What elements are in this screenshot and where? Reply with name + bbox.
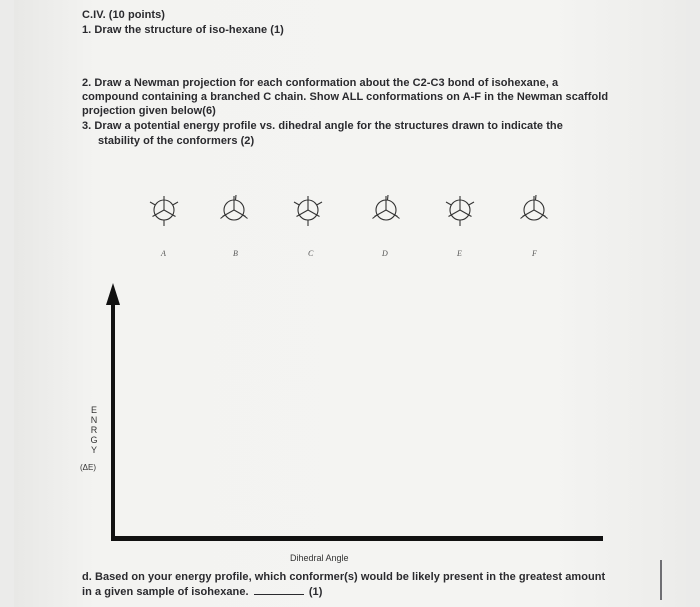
question-2-line-3: projection given below(6) (82, 105, 216, 117)
y-axis-letter: R (90, 425, 98, 435)
question-3-line-2: stability of the conformers (2) (98, 135, 255, 147)
y-axis-line (111, 300, 115, 540)
y-axis-letter: Y (90, 445, 97, 455)
conformer-label-b: B (233, 249, 238, 258)
x-axis-line (111, 536, 603, 541)
conformer-label-c: C (308, 249, 314, 258)
question-2-line-2: compound containing a branched C chain. Show ALL conformations on A-F in the Newman scaffold (82, 91, 609, 103)
y-axis-letter: N (90, 415, 98, 425)
question-d-line-2 (82, 585, 322, 599)
conformer-label-a: A (161, 249, 166, 258)
y-axis-letter: E (90, 405, 97, 415)
conformer-label-f: F (532, 249, 537, 258)
y-axis-letter: G (90, 435, 98, 445)
section-title: C.IV. (10 points) (82, 9, 165, 21)
question-3-line-1: 3. Draw a potential energy profile vs. dihedral angle for the structures drawn to indicate the (82, 120, 563, 132)
page-edge-mark (660, 560, 662, 600)
question-d-line-1: d. Based on your energy profile, which conformer(s) would be likely present in the greatest amount (82, 571, 606, 583)
question-d-points: (1) (308, 586, 323, 598)
conformer-label-d: D (382, 249, 388, 258)
answer-blank[interactable] (254, 585, 304, 595)
y-axis-label (89, 405, 99, 455)
question-d-text: in a given sample of isohexane. (82, 586, 249, 598)
question-1: 1. Draw the structure of iso-hexane (1) (82, 24, 284, 36)
question-2-line-1: 2. Draw a Newman projection for each conformation about the C2-C3 bond of isohexane, a (82, 77, 559, 89)
conformer-label-e: E (457, 249, 462, 258)
x-axis-label: Dihedral Angle (290, 553, 349, 563)
y-axis-unit: (ΔE) (80, 463, 97, 472)
